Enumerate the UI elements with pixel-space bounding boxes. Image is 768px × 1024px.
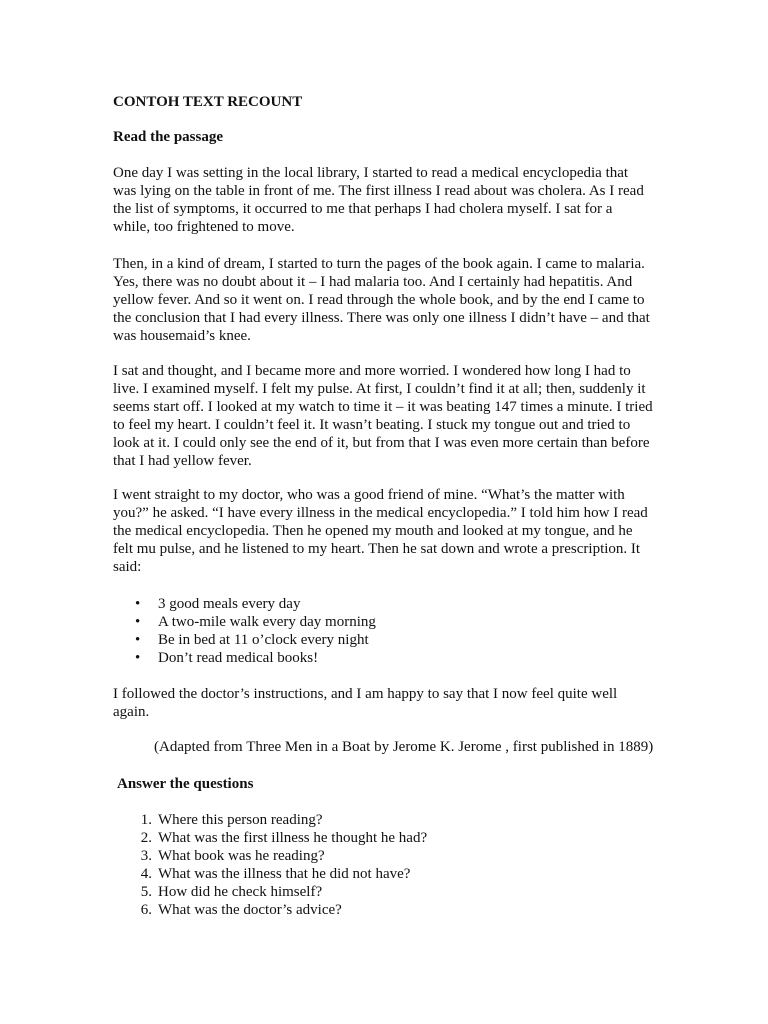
paragraph-line: yellow fever. And so it went on. I read through the whole book, and by the end I came to: [113, 292, 645, 308]
question-item: [140, 811, 427, 829]
paragraph-line: the list of symptoms, it occurred to me that perhaps I had cholera myself. I sat for a: [113, 201, 613, 217]
question-text: What was the illness that he did not have?: [158, 866, 411, 882]
paragraph-line: Yes, there was no doubt about it – I had malaria too. And I certainly had hepatitis. And: [113, 274, 633, 290]
paragraph-line: you?” he asked. “I have every illness in the medical encyclopedia.” I told him how I read: [113, 505, 648, 521]
question-number: 5.: [140, 884, 152, 900]
bullet-icon: •: [135, 650, 141, 666]
closing-paragraph: [113, 685, 673, 721]
question-item: [140, 883, 427, 901]
question-item: [140, 865, 427, 883]
paragraph-4: [113, 486, 673, 576]
paragraph-line: live. I examined myself. I felt my pulse. At first, I couldn’t find it at all; then, suddenly it: [113, 381, 646, 397]
question-number: 2.: [140, 830, 152, 846]
passage-heading: Read the passage: [113, 129, 224, 145]
paragraph-line: was lying on the table in front of me. The first illness I read about was cholera. As I read: [113, 183, 644, 199]
question-number: 3.: [140, 848, 152, 864]
source-citation: (Adapted from Three Men in a Boat by Jerome K. Jerome , first published in 1889): [154, 739, 654, 755]
prescription-item: [135, 613, 376, 631]
paragraph-2: [113, 255, 673, 345]
paragraph-line: One day I was setting in the local library, I started to read a medical encyclopedia that: [113, 165, 629, 181]
bullet-icon: •: [135, 596, 141, 612]
paragraph-line: again.: [113, 704, 150, 720]
paragraph-line: look at it. I could only see the end of it, but from that I was even more certain than before: [113, 435, 650, 451]
question-number: 1.: [140, 812, 152, 828]
prescription-item: [135, 631, 376, 649]
paragraph-line: seems start off. I looked at my watch to time it – it was beating 147 times a minute. I tried: [113, 399, 653, 415]
paragraph-line: that I had yellow fever.: [113, 453, 252, 469]
paragraph-line: the medical encyclopedia. Then he opened my mouth and looked at my tongue, and he: [113, 523, 633, 539]
paragraph-line: Then, in a kind of dream, I started to turn the pages of the book again. I came to malaria.: [113, 256, 645, 272]
paragraph-line: was housemaid’s knee.: [113, 328, 251, 344]
question-item: [140, 901, 427, 919]
document-title: CONTOH TEXT RECOUNT: [113, 94, 303, 110]
paragraph-line: felt mu pulse, and he listened to my heart. Then he sat down and wrote a prescription. It: [113, 541, 641, 557]
question-number: 4.: [140, 866, 152, 882]
question-number: 6.: [140, 902, 152, 918]
paragraph-line: I sat and thought, and I became more and more worried. I wondered how long I had to: [113, 363, 631, 379]
prescription-item-text: Be in bed at 11 o’clock every night: [158, 632, 369, 648]
bullet-icon: •: [135, 614, 141, 630]
question-item: [140, 829, 428, 847]
prescription-item: [135, 649, 376, 667]
paragraph-line: to feel my heart. I couldn’t feel it. It wasn’t beating. I stuck my tongue out and tried to: [113, 417, 631, 433]
questions-heading: Answer the questions: [117, 776, 254, 792]
question-text: How did he check himself?: [158, 884, 323, 900]
prescription-item: [135, 595, 376, 613]
paragraph-line: said:: [113, 559, 142, 575]
question-text: What was the doctor’s advice?: [158, 902, 342, 918]
prescription-list: [135, 595, 376, 667]
paragraph-1: [113, 164, 673, 236]
question-text: What book was he reading?: [158, 848, 325, 864]
paragraph-3: [113, 362, 673, 470]
prescription-item-text: A two-mile walk every day morning: [158, 614, 376, 630]
prescription-item-text: Don’t read medical books!: [158, 650, 319, 666]
paragraph-line: I went straight to my doctor, who was a good friend of mine. “What’s the matter with: [113, 487, 625, 503]
question-item: [140, 847, 427, 865]
prescription-item-text: 3 good meals every day: [158, 596, 301, 612]
paragraph-line: the conclusion that I had every illness. There was only one illness I didn’t have – and that: [113, 310, 650, 326]
paragraph-line: I followed the doctor’s instructions, and I am happy to say that I now feel quite well: [113, 686, 618, 702]
questions-list: [140, 811, 428, 919]
question-text: Where this person reading?: [158, 812, 323, 828]
bullet-icon: •: [135, 632, 141, 648]
paragraph-line: while, too frightened to move.: [113, 219, 295, 235]
question-text: What was the first illness he thought he had?: [158, 830, 428, 846]
